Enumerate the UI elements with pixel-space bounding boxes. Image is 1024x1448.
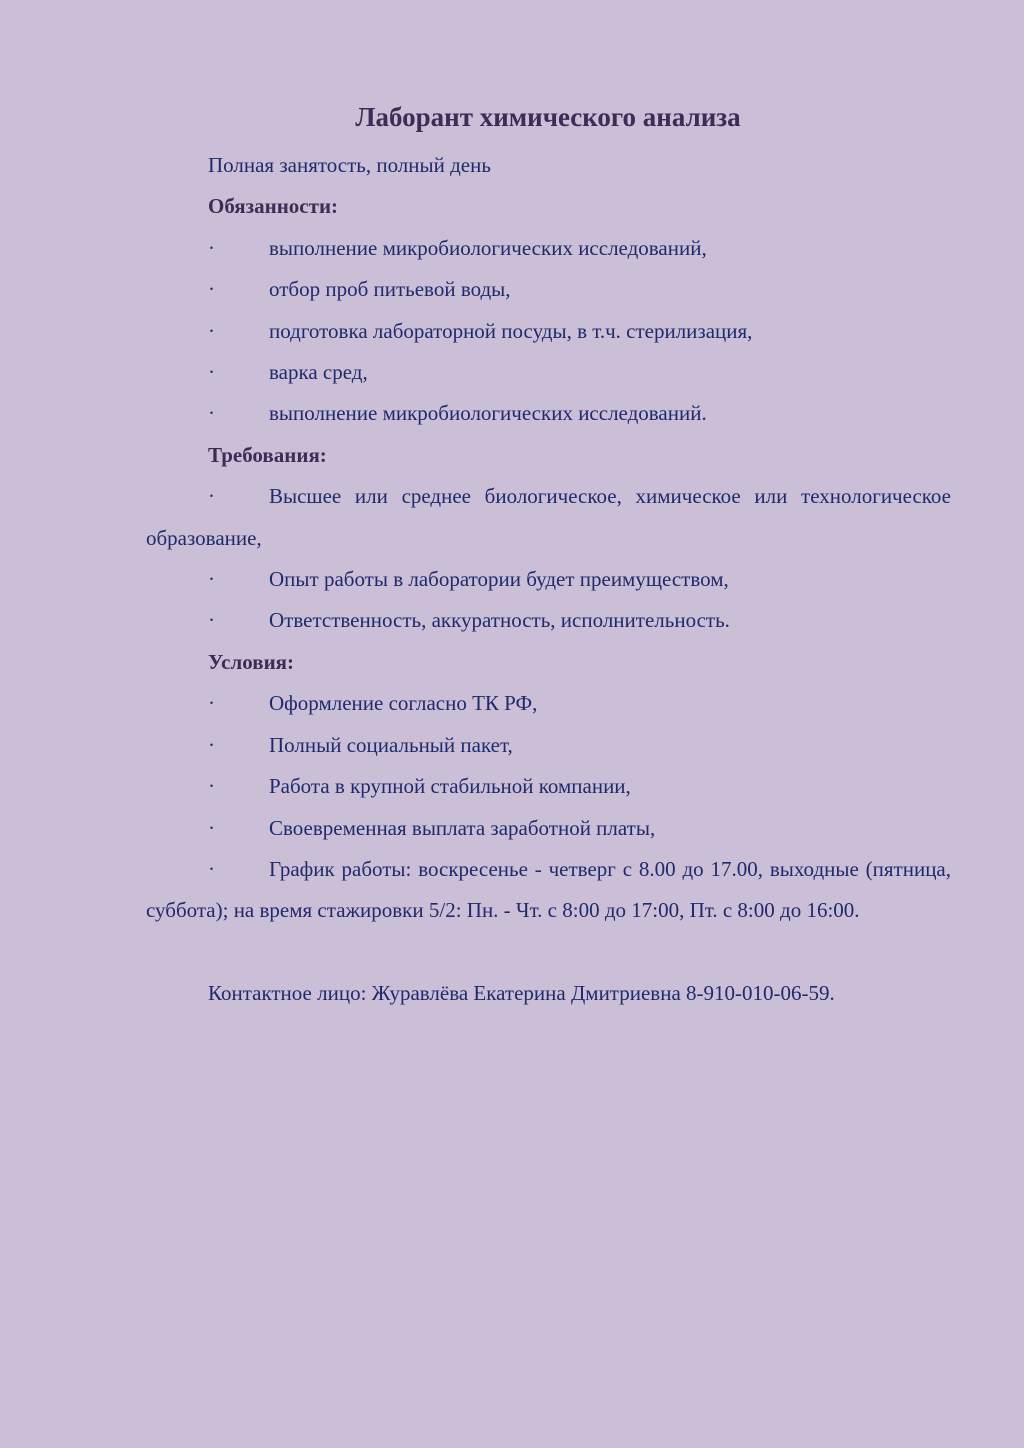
list-item: · График работы: воскресенье - четверг с 8.00 до 17.00, выходные (пятница, суббота); на время стажировки 5/2: Пн. - Чт. с 8:00 до 17:00, Пт. с 8:00 до 16:00. bbox=[146, 849, 951, 932]
list-item: · выполнение микробиологических исследований, bbox=[146, 228, 951, 269]
list-item: · выполнение микробиологических исследований. bbox=[146, 393, 951, 434]
list-item: · отбор проб питьевой воды, bbox=[146, 269, 951, 310]
document-body bbox=[146, 145, 951, 1015]
contact-info: Контактное лицо: Журавлёва Екатерина Дмитриевна 8-910-010-06-59. bbox=[208, 981, 835, 1006]
list-item: · Высшее или среднее биологическое, химическое или технологическое образование, bbox=[146, 476, 951, 559]
bullet-icon: · bbox=[208, 732, 215, 757]
spacer bbox=[146, 932, 951, 973]
conditions-heading: Условия: bbox=[208, 649, 295, 674]
bullet-icon: · bbox=[208, 815, 215, 840]
duties-heading: Обязанности: bbox=[208, 194, 339, 219]
employment-type: Полная занятость, полный день bbox=[208, 153, 491, 177]
bullet-icon: · bbox=[208, 691, 215, 716]
list-item: · Опыт работы в лаборатории будет преимуществом, bbox=[146, 559, 951, 600]
bullet-icon: · bbox=[208, 856, 215, 881]
list-item: · Своевременная выплата заработной платы, bbox=[146, 808, 951, 849]
list-item: · варка сред, bbox=[146, 352, 951, 393]
list-item: · Ответственность, аккуратность, исполнительность. bbox=[146, 600, 951, 641]
document-title: Лаборант химического анализа bbox=[355, 102, 741, 132]
bullet-icon: · bbox=[208, 567, 215, 592]
list-item: · Полный социальный пакет, bbox=[146, 725, 951, 766]
list-item: · Оформление согласно ТК РФ, bbox=[146, 683, 951, 724]
bullet-icon: · bbox=[208, 235, 215, 260]
requirements-heading: Требования: bbox=[208, 442, 327, 467]
requirements-list bbox=[146, 476, 951, 642]
list-item: · подготовка лабораторной посуды, в т.ч. стерилизация, bbox=[146, 311, 951, 352]
bullet-icon: · bbox=[208, 277, 215, 302]
bullet-icon: · bbox=[208, 608, 215, 633]
conditions-list bbox=[146, 683, 951, 931]
bullet-icon: · bbox=[208, 360, 215, 385]
bullet-icon: · bbox=[208, 774, 215, 799]
bullet-icon: · bbox=[208, 318, 215, 343]
duties-list bbox=[146, 228, 951, 435]
bullet-icon: · bbox=[208, 484, 215, 509]
list-item: · Работа в крупной стабильной компании, bbox=[146, 766, 951, 807]
bullet-icon: · bbox=[208, 401, 215, 426]
